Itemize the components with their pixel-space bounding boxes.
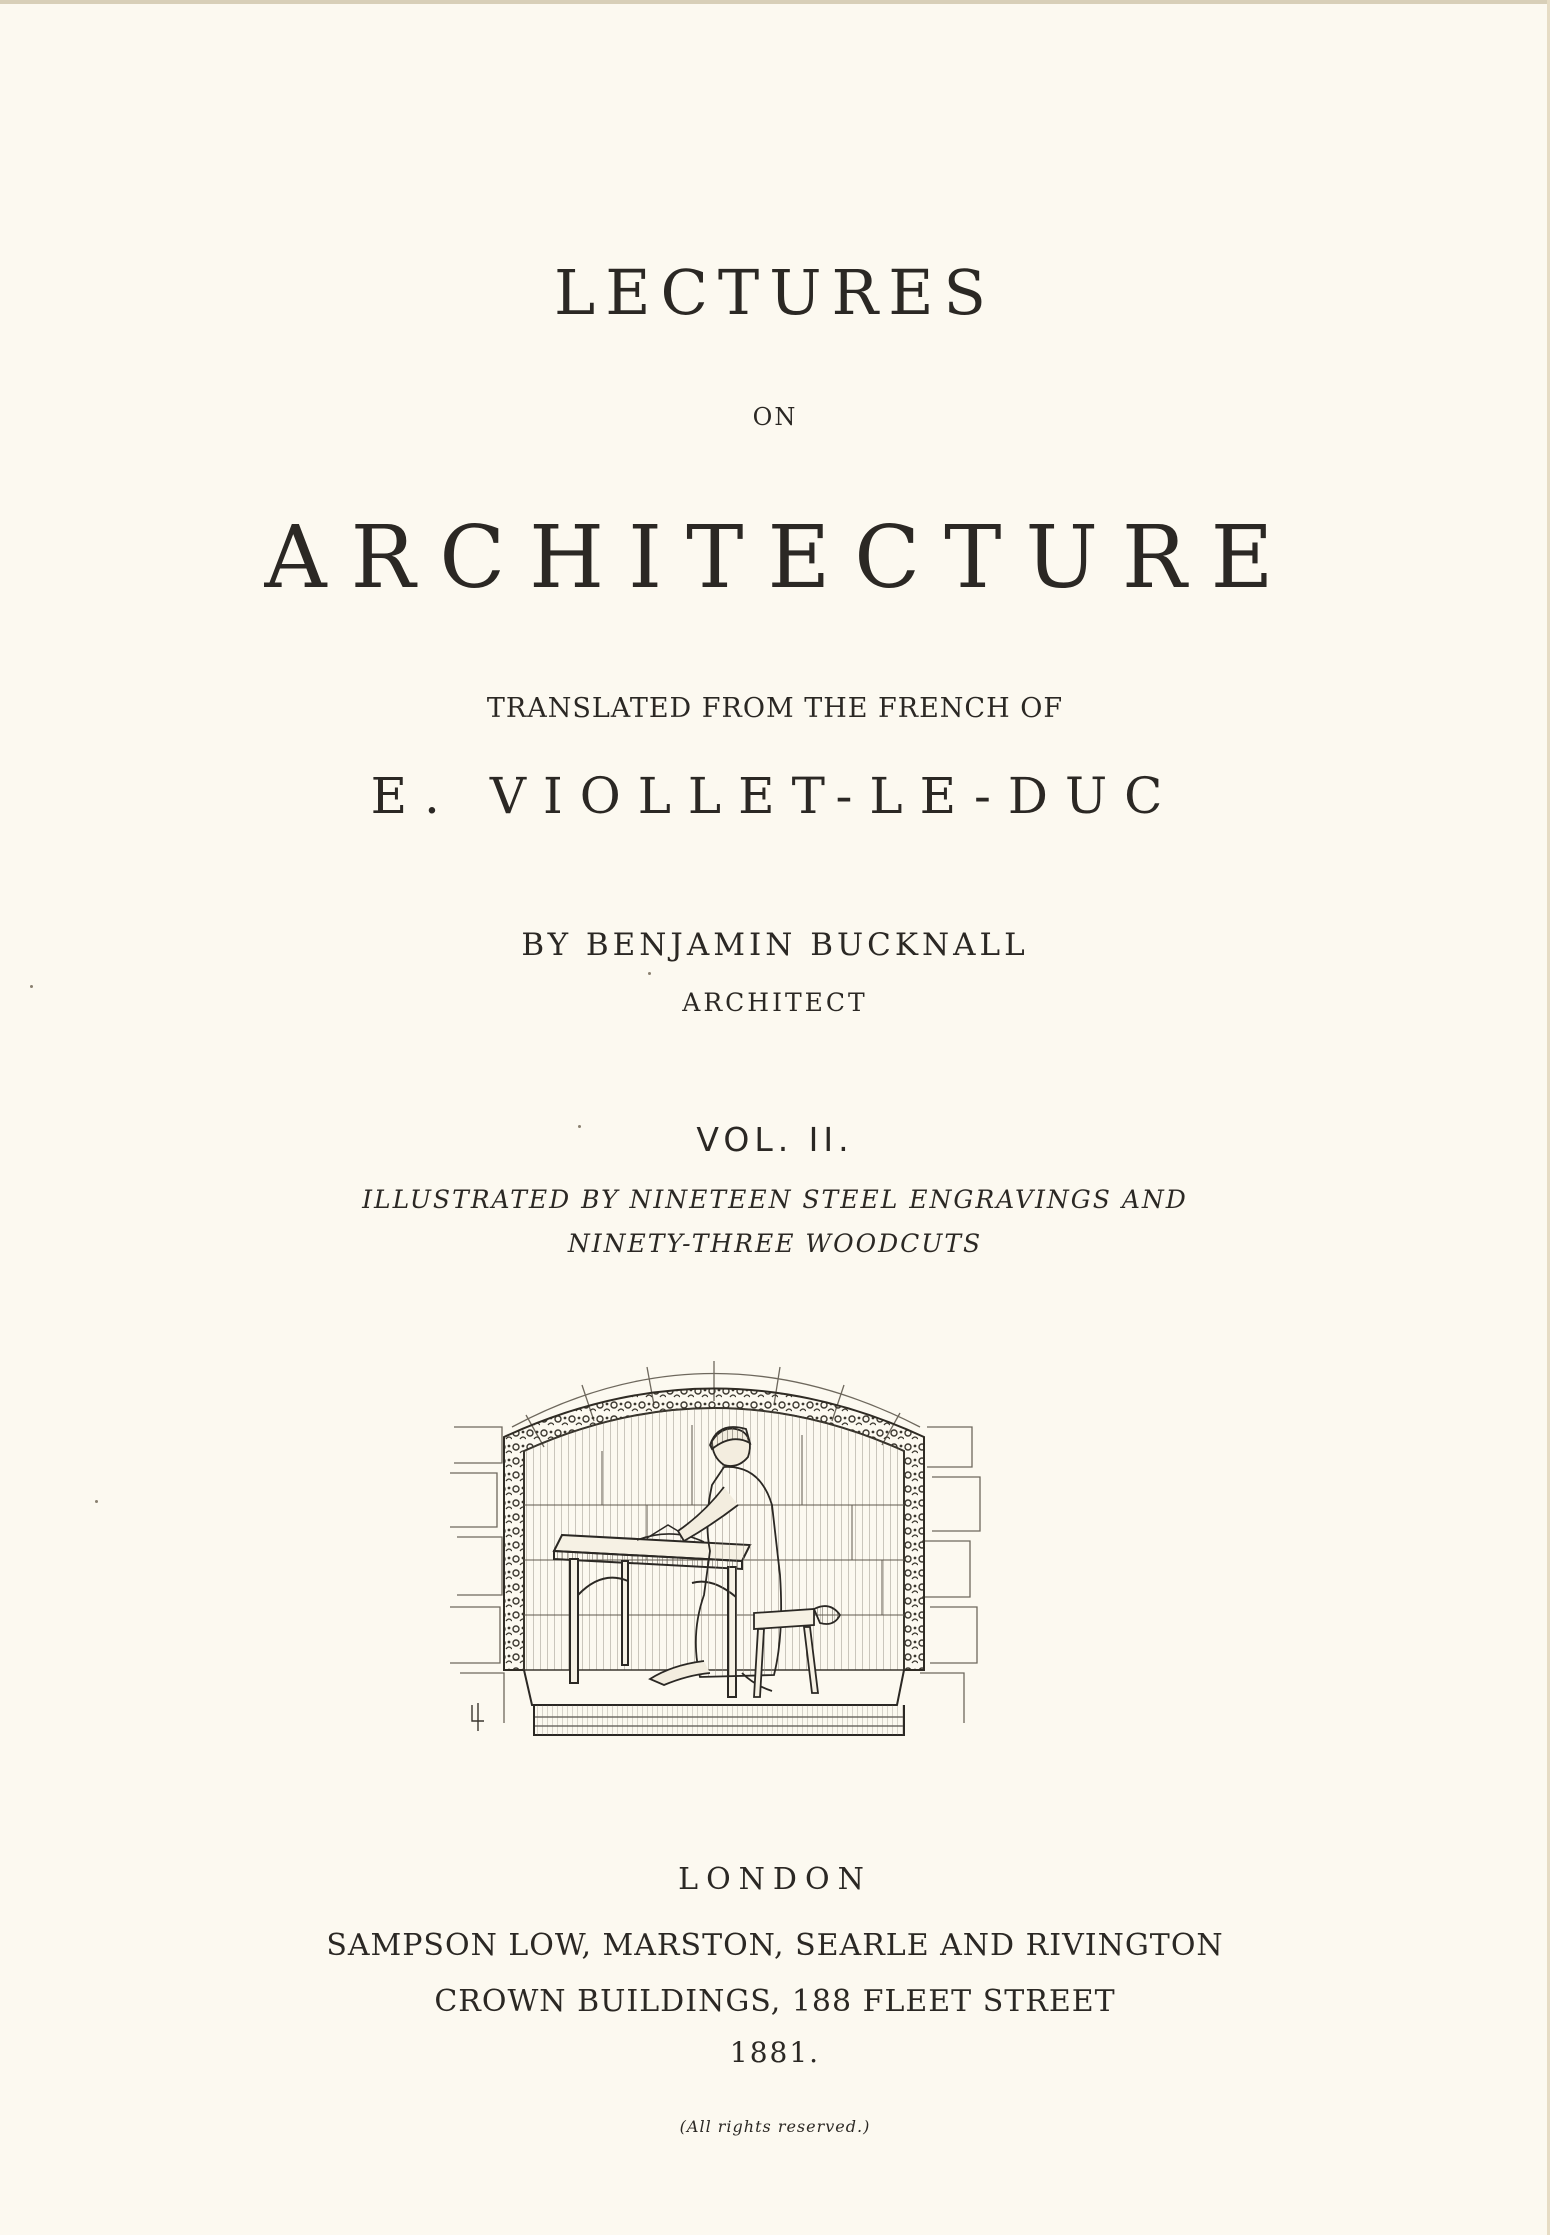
translator-line: BY BENJAMIN BUCKNALL bbox=[521, 927, 1029, 963]
imprint-publisher: SAMPSON LOW, MARSTON, SEARLE AND RIVINGTON bbox=[326, 1928, 1224, 1963]
imprint-city: LONDON bbox=[678, 1862, 872, 1897]
engraving-scholar-at-desk-icon bbox=[442, 1345, 987, 1760]
illustrations-line-2: NINETY-THREE WOODCUTS bbox=[567, 1229, 983, 1258]
translator-role: ARCHITECT bbox=[682, 988, 868, 1017]
rights-notice: (All rights reserved.) bbox=[679, 2117, 871, 2136]
illustrations-line-1: ILLUSTRATED BY NINETEEN STEEL ENGRAVINGS AND bbox=[362, 1185, 1188, 1214]
paper-speck bbox=[648, 972, 651, 975]
paper-speck bbox=[30, 985, 33, 988]
paper-speck bbox=[578, 1125, 581, 1128]
page-top-edge bbox=[0, 0, 1550, 4]
paper-speck bbox=[95, 1500, 98, 1503]
title-on: ON bbox=[752, 403, 798, 431]
volume-number: VOL. II. bbox=[696, 1120, 854, 1159]
title-architecture: ARCHITECTURE bbox=[264, 508, 1298, 608]
translated-from-line: TRANSLATED FROM THE FRENCH OF bbox=[486, 693, 1064, 724]
imprint-address: CROWN BUILDINGS, 188 FLEET STREET bbox=[434, 1984, 1116, 2019]
title-lectures: LECTURES bbox=[554, 256, 996, 329]
imprint-year: 1881. bbox=[729, 2036, 821, 2069]
author-name: E. VIOLLET-LE-DUC bbox=[370, 767, 1180, 825]
